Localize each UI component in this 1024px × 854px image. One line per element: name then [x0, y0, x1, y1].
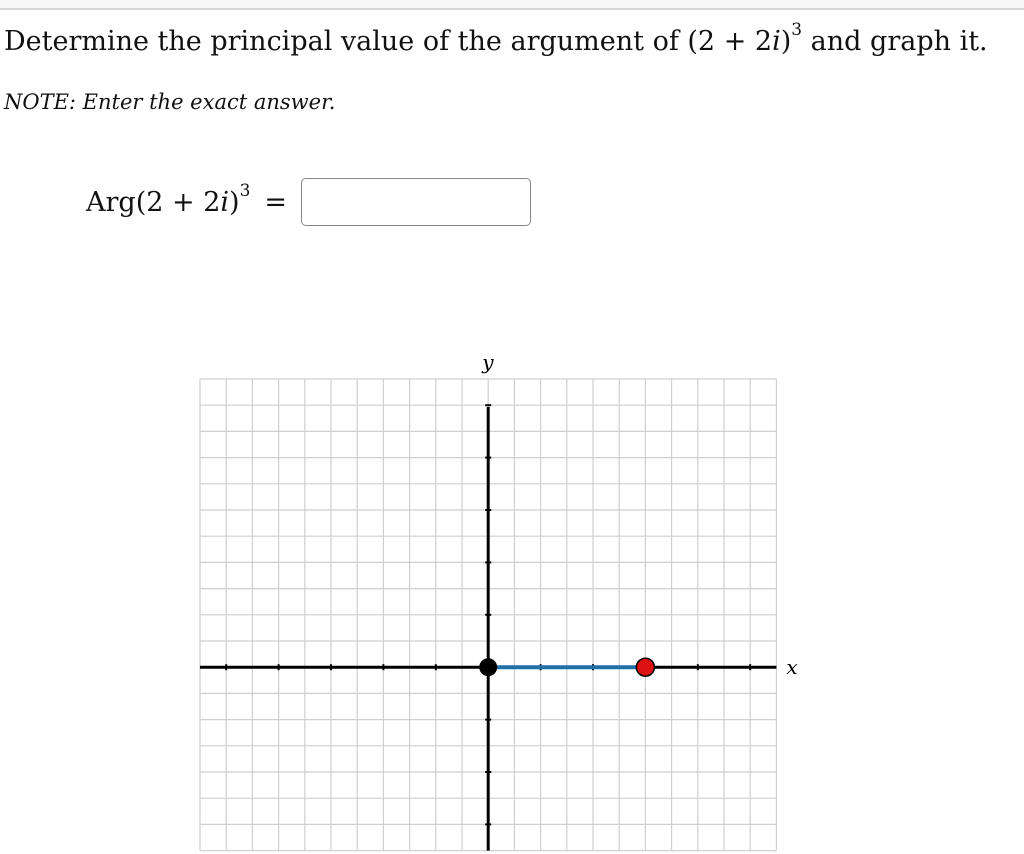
y-axis-label: y — [482, 350, 494, 374]
origin-point — [479, 658, 497, 676]
x-axis-label: x — [786, 655, 798, 680]
handle-point[interactable] — [636, 658, 654, 676]
equals-sign: = — [264, 186, 288, 218]
question-text: Determine the principal value of the argument of $(2 + 2i)^3$ and graph it. — [4, 20, 988, 57]
note-text: NOTE: Enter the exact answer. — [4, 90, 336, 114]
axes — [200, 407, 776, 851]
arg-label: $Arg(2 + 2i)^3$ — [86, 180, 251, 218]
